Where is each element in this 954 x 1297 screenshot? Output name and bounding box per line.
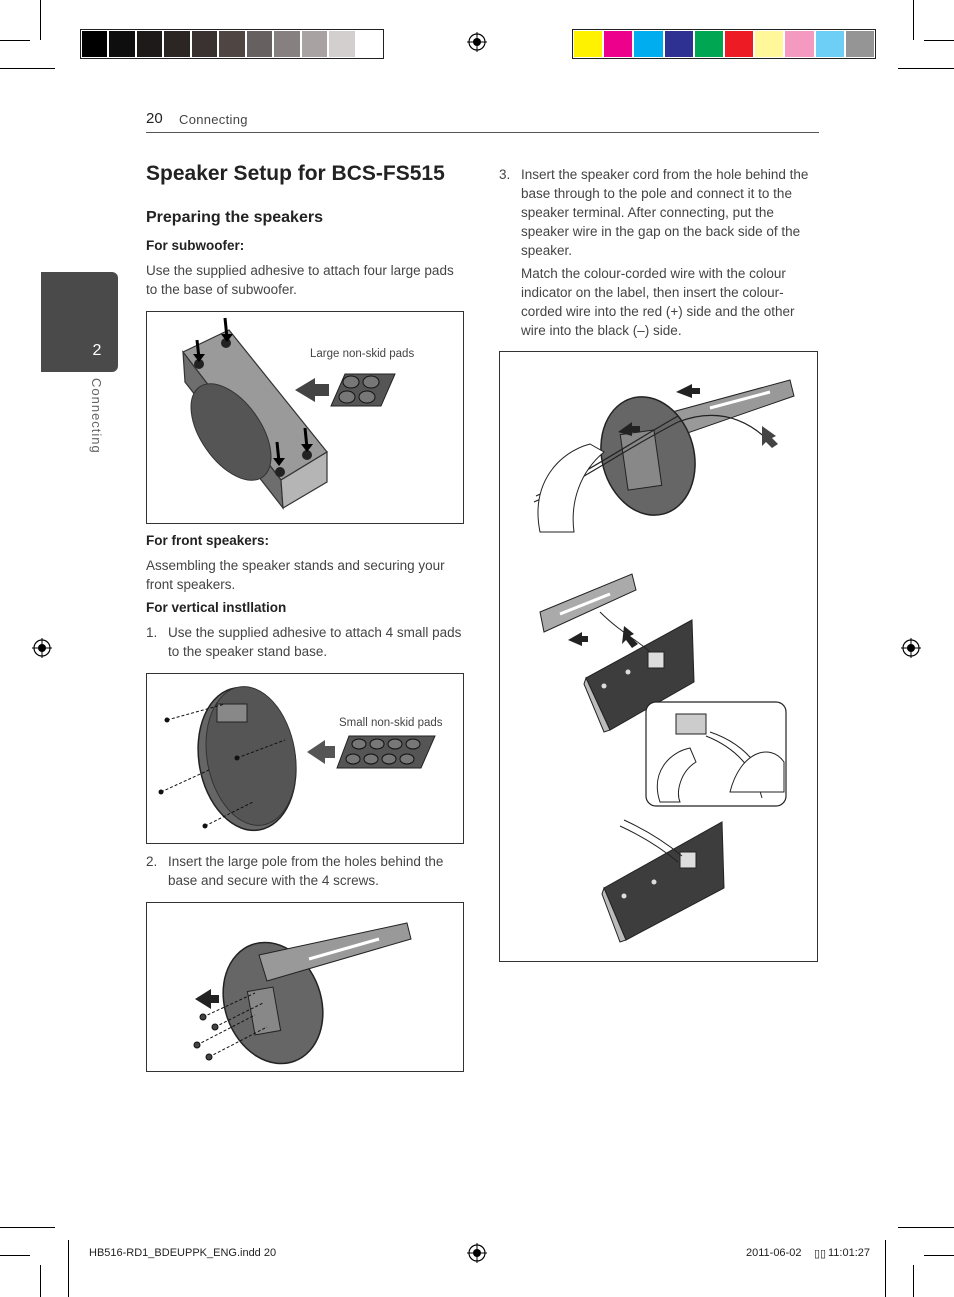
crop-mark <box>0 1255 30 1256</box>
footer-filename: HB516-RD1_BDEUPPK_ENG.indd 20 <box>89 1247 277 1259</box>
color-swatch <box>634 31 662 57</box>
color-swatch <box>164 31 189 57</box>
page-title: Speaker Setup for BCS-FS515 <box>146 162 445 185</box>
crop-mark <box>898 1227 954 1228</box>
crop-mark <box>0 40 30 41</box>
crop-mark <box>924 40 954 41</box>
step3-extra-text: Match the colour-corded wire with the colour indicator on the label, then insert the colour-corded wire into the red (+) side and the other wire into the black (–) side. <box>521 266 795 338</box>
gray-color-bar <box>80 29 384 59</box>
crop-mark <box>924 1255 954 1256</box>
registration-mark-icon <box>32 638 52 658</box>
footer-date: 2011-06-02 <box>746 1247 802 1259</box>
color-swatch <box>109 31 134 57</box>
crop-mark <box>40 0 41 40</box>
registration-mark-icon <box>467 1243 487 1263</box>
section-heading: Preparing the speakers <box>146 209 323 226</box>
running-header: Connecting <box>179 112 248 127</box>
color-swatch <box>695 31 723 57</box>
stand-base-illustration <box>147 674 463 843</box>
color-swatch <box>192 31 217 57</box>
registration-mark-icon <box>467 32 487 52</box>
step1-text: Use the supplied adhesive to attach 4 small pads to the speaker stand base. <box>168 625 462 659</box>
front-speakers-heading: For front speakers: <box>146 533 270 548</box>
color-swatch <box>604 31 632 57</box>
page-number: 20 <box>146 110 163 127</box>
process-color-bar <box>572 29 876 59</box>
color-swatch <box>574 31 602 57</box>
step-number: 2. <box>146 854 158 869</box>
stand-pads-figure <box>146 673 464 844</box>
step-number: 3. <box>499 167 511 182</box>
pole-assembly-illustration <box>147 903 463 1071</box>
wiring-illustration <box>500 352 817 961</box>
color-swatch <box>846 31 874 57</box>
wiring-figure <box>499 351 818 962</box>
subwoofer-heading: For subwoofer: <box>146 238 245 253</box>
footer-time: 11:01:27 <box>828 1247 871 1259</box>
registration-mark-icon <box>901 638 921 658</box>
color-swatch <box>329 31 354 57</box>
step3-text: Insert the speaker cord from the hole behind the base through to the pole and connect it to the speaker terminal. After connecting, put the speaker wire in the gap on the back side of the speaker. <box>521 167 809 258</box>
crop-mark <box>885 1240 886 1297</box>
chapter-label: Connecting <box>89 378 104 454</box>
color-swatch <box>219 31 244 57</box>
vertical-installation-heading: For vertical instllation <box>146 600 287 615</box>
step2-text: Insert the large pole from the holes behind the base and secure with the 4 screws. <box>168 854 444 888</box>
color-swatch <box>665 31 693 57</box>
color-swatch <box>357 31 382 57</box>
subwoofer-text: Use the supplied adhesive to attach four large pads to the base of subwoofer. <box>146 263 454 297</box>
crop-mark <box>913 1265 914 1297</box>
color-swatch <box>816 31 844 57</box>
front-speakers-text: Assembling the speaker stands and securing your front speakers. <box>146 558 445 592</box>
chapter-number: 2 <box>92 342 102 359</box>
footer-glyph-icon: ▯▯ <box>814 1248 827 1260</box>
crop-mark <box>68 1240 69 1297</box>
crop-mark <box>0 1227 55 1228</box>
crop-mark <box>0 68 55 69</box>
color-swatch <box>137 31 162 57</box>
color-swatch <box>274 31 299 57</box>
figure-caption: Small non-skid pads <box>339 717 443 729</box>
color-swatch <box>247 31 272 57</box>
subwoofer-figure <box>146 311 464 524</box>
figure-caption: Large non-skid pads <box>310 348 415 360</box>
header-rule <box>146 132 819 133</box>
crop-mark <box>40 1265 41 1297</box>
color-swatch <box>755 31 783 57</box>
step-number: 1. <box>146 625 158 640</box>
color-swatch <box>302 31 327 57</box>
pole-screws-figure <box>146 902 464 1072</box>
crop-mark <box>913 0 914 40</box>
color-swatch <box>82 31 107 57</box>
subwoofer-illustration <box>147 312 463 523</box>
crop-mark <box>898 68 954 69</box>
color-swatch <box>725 31 753 57</box>
color-swatch <box>785 31 813 57</box>
